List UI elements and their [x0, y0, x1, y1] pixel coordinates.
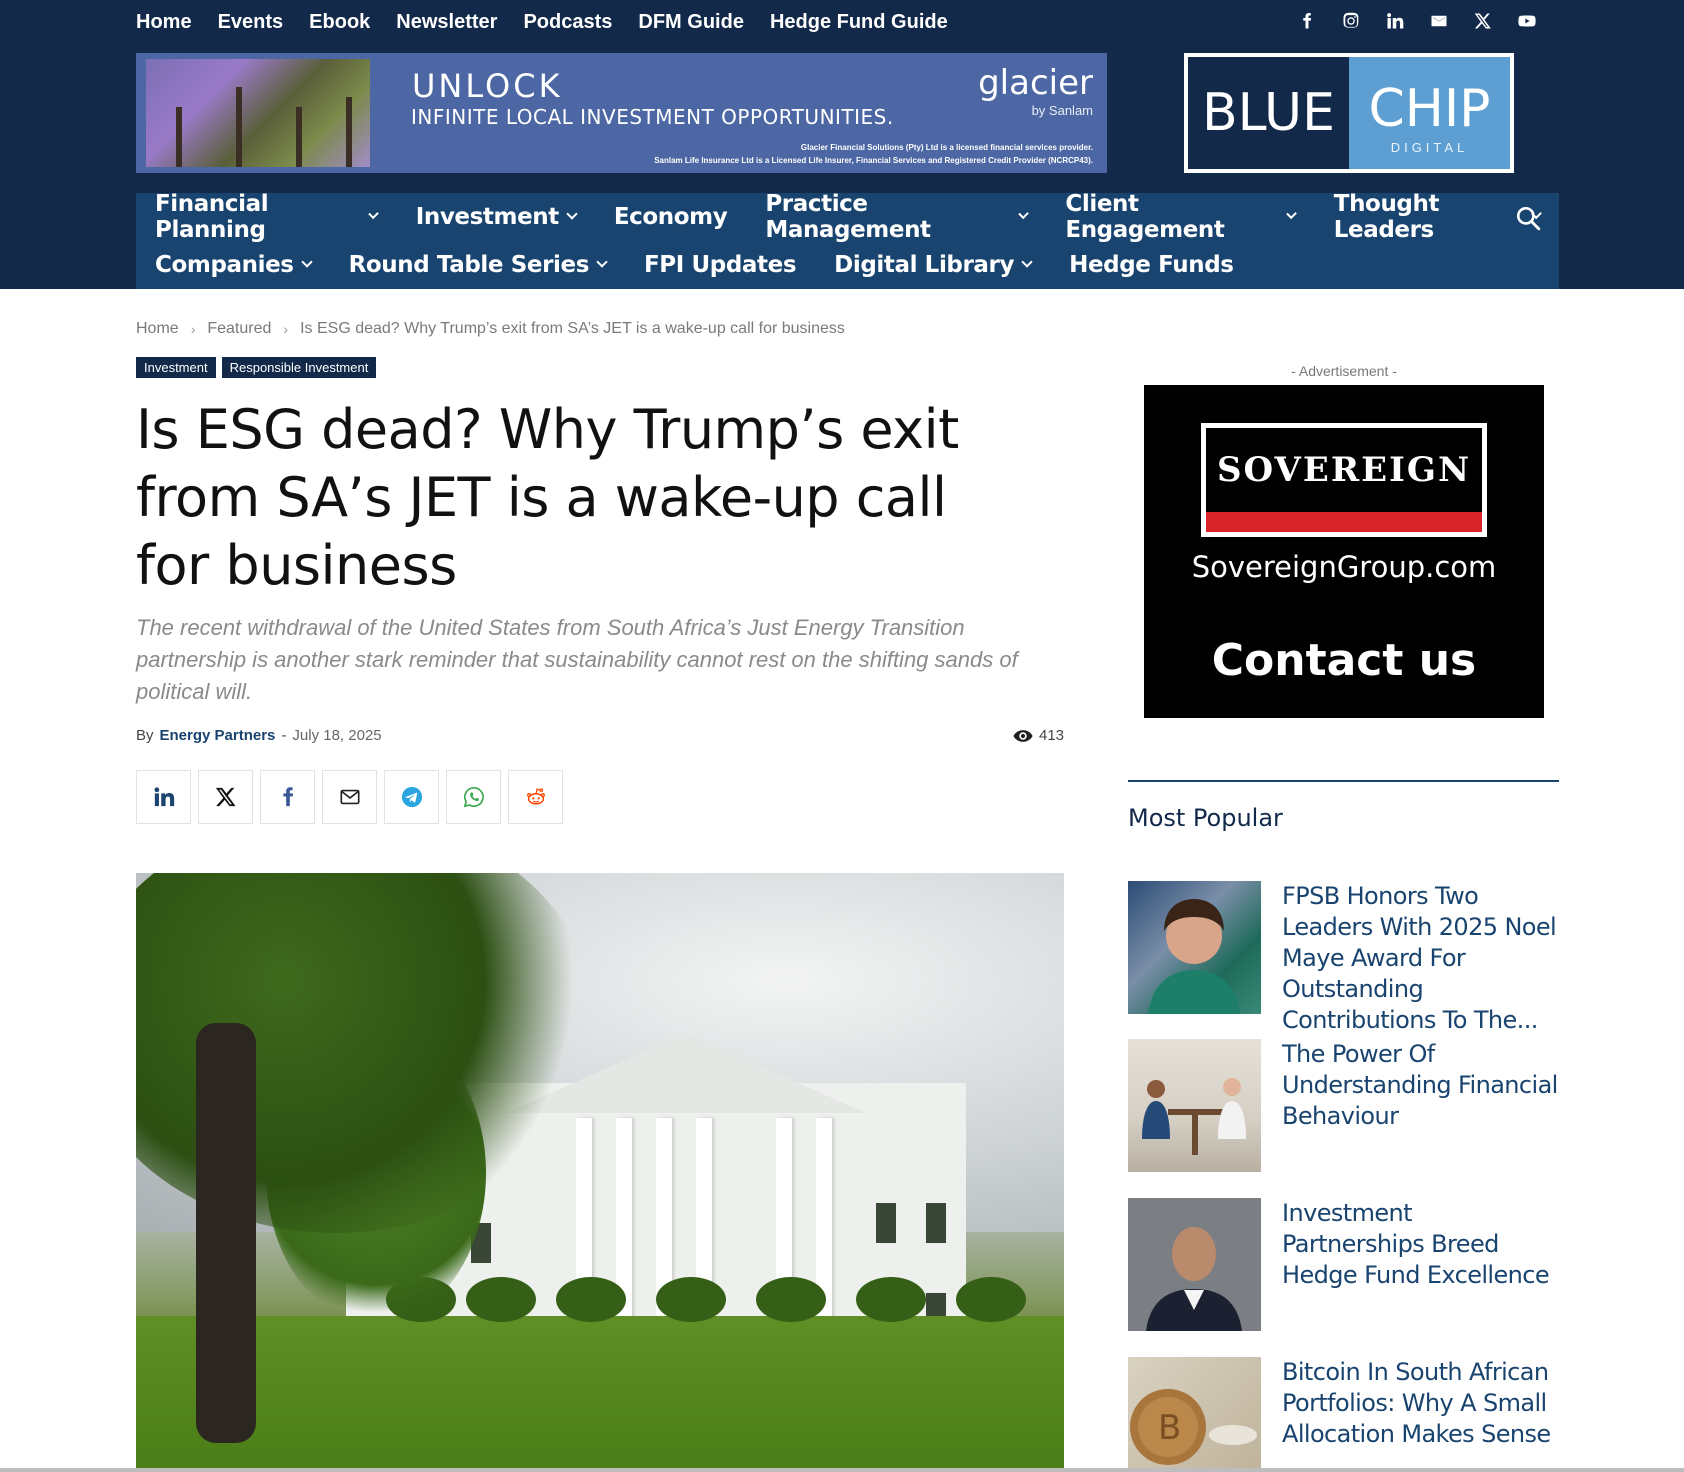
- mail-icon: [339, 786, 361, 808]
- popular-item[interactable]: [1128, 1039, 1559, 1173]
- topnav-podcasts[interactable]: Podcasts: [523, 10, 613, 33]
- chevron-down-icon: [369, 209, 380, 220]
- article-meta: [136, 727, 382, 744]
- facebook-icon: [277, 786, 299, 808]
- linkedin-icon[interactable]: [1384, 10, 1406, 32]
- reddit-icon: [525, 786, 547, 808]
- svg-text:B: B: [1158, 1408, 1182, 1448]
- view-count-number: 413: [1039, 727, 1065, 744]
- meta-by: By: [136, 727, 154, 744]
- mail-icon[interactable]: [1428, 10, 1450, 32]
- nav-practice-management[interactable]: Practice Management: [746, 191, 1046, 243]
- x-icon: [215, 786, 237, 808]
- topnav-hedge-fund-guide[interactable]: Hedge Fund Guide: [769, 10, 948, 33]
- nav-round-table-series[interactable]: Round Table Series: [330, 252, 625, 278]
- social-links: [1296, 10, 1538, 32]
- sovereign-brand: SOVEREIGN: [1216, 450, 1472, 490]
- nav-thought-leaders[interactable]: Thought Leaders: [1315, 191, 1559, 243]
- banner-tagline: INFINITE LOCAL INVESTMENT OPPORTUNITIES.: [411, 105, 894, 129]
- logo-digital: DIGITAL: [1390, 140, 1469, 155]
- glacier-sub: by Sanlam: [1031, 103, 1093, 118]
- tag-investment[interactable]: Investment: [136, 357, 216, 378]
- popular-thumbnail[interactable]: [1128, 881, 1261, 1014]
- search-icon[interactable]: [1515, 205, 1541, 231]
- nav-economy[interactable]: Economy: [613, 204, 728, 230]
- most-popular-heading: Most Popular: [1128, 804, 1283, 832]
- chevron-down-icon: [1021, 256, 1032, 267]
- popular-item[interactable]: [1128, 881, 1559, 1034]
- topnav-ebook[interactable]: Ebook: [309, 10, 371, 33]
- popular-thumbnail[interactable]: [1128, 1198, 1261, 1331]
- youtube-icon[interactable]: [1516, 10, 1538, 32]
- popular-item[interactable]: [1128, 1357, 1559, 1472]
- eye-icon: [1013, 729, 1033, 743]
- chevron-down-icon: [1018, 209, 1029, 220]
- linkedin-icon: [153, 786, 175, 808]
- sovereign-logo: [1201, 423, 1487, 537]
- sovereign-site: SovereignGroup.com: [1191, 550, 1497, 584]
- nav-companies[interactable]: Companies: [136, 252, 330, 278]
- chevron-down-icon: [1287, 209, 1298, 220]
- topnav-home[interactable]: Home: [136, 10, 192, 33]
- popular-item[interactable]: [1128, 1198, 1559, 1332]
- bottom-edge: [0, 1468, 1684, 1472]
- article-hero-image: [136, 873, 1064, 1472]
- banner-photo: [146, 59, 370, 167]
- tag-responsible-investment[interactable]: Responsible Investment: [222, 357, 377, 378]
- chevron-down-icon: [301, 256, 312, 267]
- breadcrumb-current[interactable]: Is ESG dead? Why Trump’s exit from SA’s JET is a wake-up call for business: [300, 320, 845, 337]
- instagram-icon[interactable]: [1340, 10, 1362, 32]
- popular-title[interactable]: Investment Partnerships Breed Hedge Fund Excellence: [1282, 1199, 1550, 1289]
- breadcrumb-featured[interactable]: Featured: [207, 320, 272, 337]
- glacier-logo: glacier: [978, 63, 1093, 103]
- share-x-button[interactable]: [198, 770, 253, 824]
- share-telegram-button[interactable]: [384, 770, 439, 824]
- nav-client-engagement[interactable]: Client Engagement: [1046, 191, 1314, 243]
- article-dek: The recent withdrawal of the United States from South Africa’s Just Energy Transition partnership is another stark reminder that sustainability cannot rest on the shifting sands of political will.: [136, 615, 1018, 704]
- article-title: Is ESG dead? Why Trump’s exit from SA’s JET is a wake-up call for business: [136, 398, 959, 597]
- popular-thumbnail[interactable]: [1128, 1357, 1261, 1472]
- author-link[interactable]: Energy Partners: [159, 727, 276, 744]
- logo-blue: BLUE: [1202, 83, 1335, 143]
- site-header: [0, 0, 1684, 289]
- popular-thumbnail[interactable]: [1128, 1039, 1261, 1172]
- publish-date: July 18, 2025: [292, 727, 382, 744]
- banner-fineprint-2: Sanlam Life Insurance Ltd is a Licensed Life Insurer, Financial Services and Registered Credit Provider (NCRCP43).: [654, 156, 1093, 165]
- breadcrumb: [136, 320, 845, 338]
- banner-fineprint-1: Glacier Financial Solutions (Pty) Ltd is a licensed financial services provider.: [800, 143, 1093, 152]
- popular-title[interactable]: The Power Of Understanding Financial Behaviour: [1282, 1040, 1558, 1130]
- breadcrumb-home[interactable]: Home: [136, 320, 179, 337]
- advertisement-label: - Advertisement -: [1291, 363, 1397, 379]
- breadcrumb-separator-icon: ›: [190, 321, 196, 337]
- category-tags: [136, 357, 376, 378]
- facebook-icon[interactable]: [1296, 10, 1318, 32]
- view-count: [1013, 727, 1064, 744]
- popular-title[interactable]: FPSB Honors Two Leaders With 2025 Noel Maye Award For Outstanding Contributions To The...: [1282, 882, 1557, 1034]
- share-whatsapp-button[interactable]: [446, 770, 501, 824]
- share-reddit-button[interactable]: [508, 770, 563, 824]
- share-buttons: [136, 770, 563, 824]
- x-icon[interactable]: [1472, 10, 1494, 32]
- nav-financial-planning[interactable]: Financial Planning: [136, 191, 397, 243]
- share-email-button[interactable]: [322, 770, 377, 824]
- banner-unlock: UNLOCK: [412, 67, 563, 105]
- meta-dash: -: [281, 727, 287, 744]
- whatsapp-icon: [463, 786, 485, 808]
- nav-hedge-funds[interactable]: Hedge Funds: [1069, 252, 1234, 278]
- nav-digital-library[interactable]: Digital Library: [815, 252, 1050, 278]
- nav-fpi-updates[interactable]: FPI Updates: [644, 252, 797, 278]
- chevron-down-icon: [566, 208, 577, 219]
- topnav-events[interactable]: Events: [217, 10, 284, 33]
- divider: [1128, 780, 1559, 782]
- topnav-newsletter[interactable]: Newsletter: [396, 10, 498, 33]
- topnav-dfm-guide[interactable]: DFM Guide: [638, 10, 744, 33]
- top-nav: [136, 0, 948, 44]
- main-nav: [136, 193, 1559, 289]
- sovereign-ad[interactable]: [1144, 385, 1544, 718]
- site-logo[interactable]: [1184, 53, 1514, 173]
- sovereign-contact-cta: Contact us: [1211, 635, 1477, 686]
- telegram-icon: [401, 786, 423, 808]
- share-facebook-button[interactable]: [260, 770, 315, 824]
- breadcrumb-separator-icon: ›: [283, 321, 289, 337]
- glacier-banner-ad[interactable]: [136, 53, 1107, 173]
- share-linkedin-button[interactable]: [136, 770, 191, 824]
- popular-title[interactable]: Bitcoin In South African Portfolios: Why A Small Allocation Makes Sense: [1282, 1358, 1551, 1448]
- logo-chip: CHIP: [1368, 79, 1491, 139]
- nav-investment[interactable]: Investment: [397, 204, 595, 230]
- chevron-down-icon: [596, 256, 607, 267]
